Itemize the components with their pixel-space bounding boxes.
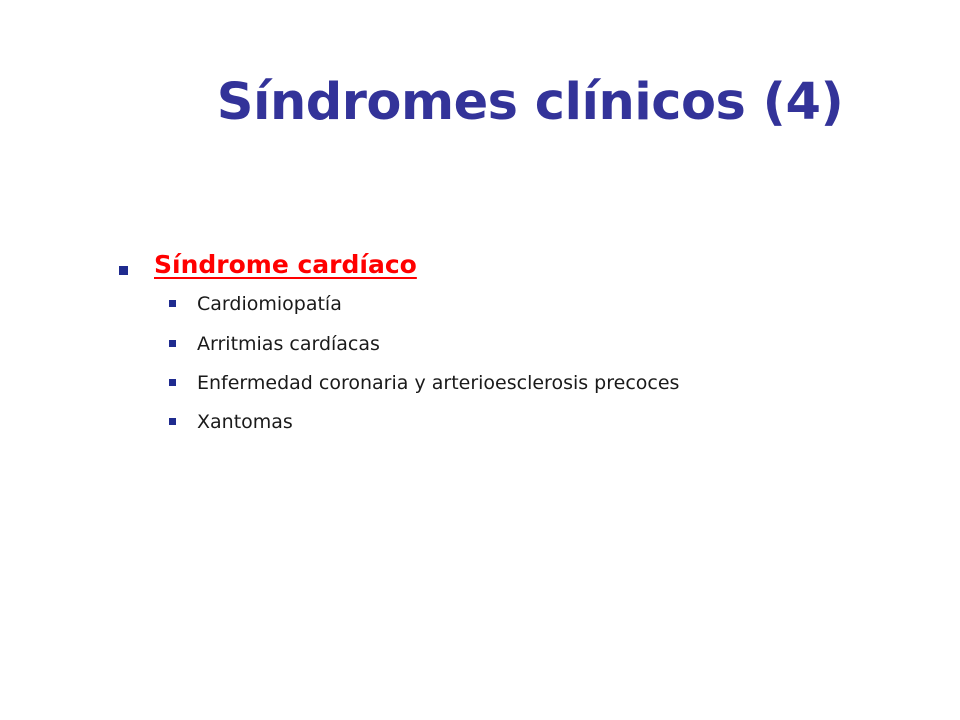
- list-item: [0, 365, 900, 401]
- list-item: [0, 286, 900, 322]
- section-heading-link[interactable]: Síndrome cardíaco: [154, 250, 417, 279]
- square-bullet-icon: [169, 300, 176, 307]
- list-item-text: Enfermedad coronaria y arterioesclerosis precoces: [197, 372, 680, 394]
- list-item: [0, 326, 900, 362]
- list-item: [0, 404, 900, 440]
- square-bullet-icon: [169, 418, 176, 425]
- square-bullet-icon: [169, 379, 176, 386]
- list-item-text: Arritmias cardíacas: [197, 333, 380, 355]
- list-item-text: Xantomas: [197, 411, 293, 433]
- square-bullet-icon: [119, 266, 128, 275]
- square-bullet-icon: [169, 340, 176, 347]
- slide-title: Síndromes clínicos (4): [216, 73, 844, 132]
- list-item-text: Cardiomiopatía: [197, 293, 342, 315]
